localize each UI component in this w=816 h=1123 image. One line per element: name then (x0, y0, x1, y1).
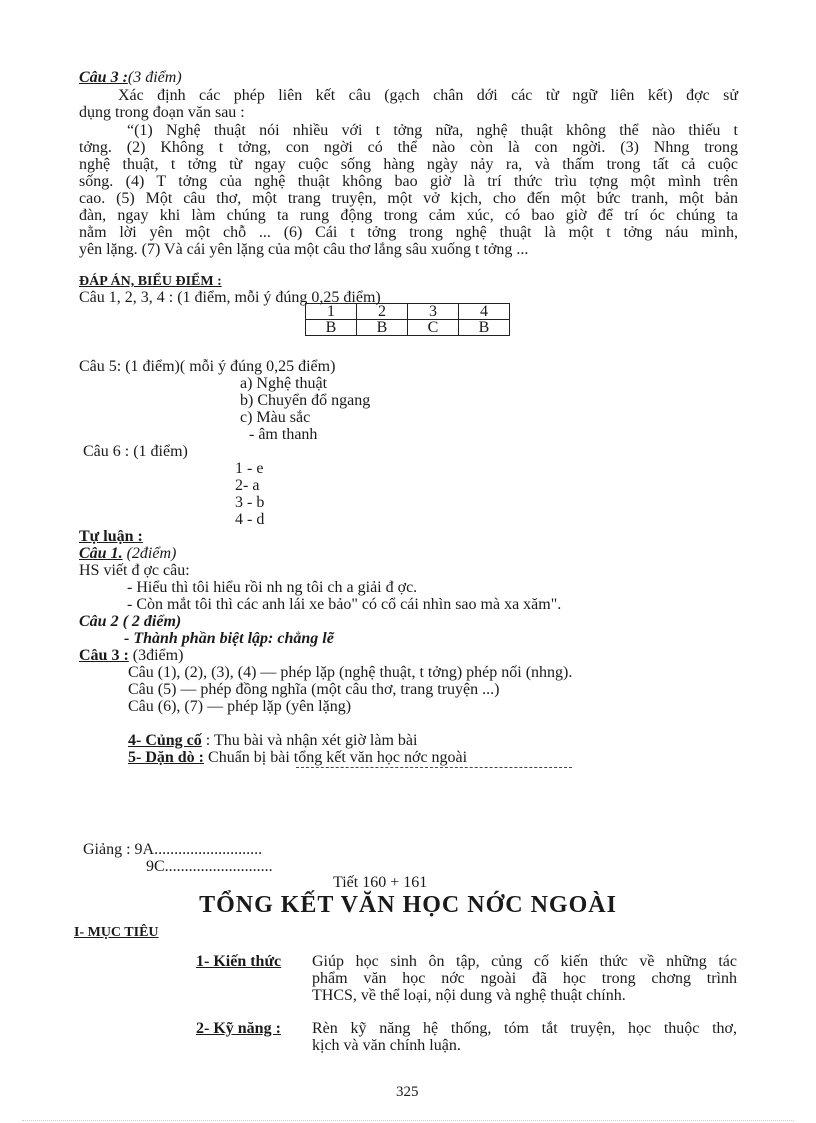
kien-thuc-line: Giúp học sinh ôn tập, củng cố kiến thức về những tác (312, 953, 737, 970)
essay-c1-label: Câu 1. (79, 545, 123, 562)
kien-thuc-last: THCS, về thể loại, nội dung và nghệ thuật chính. (312, 987, 626, 1004)
essay-c2-heading: Câu 2 ( 2 điểm) (79, 613, 182, 630)
ky-nang-label: 2- Kỹ năng : (196, 1020, 281, 1037)
essay-c3-item: Câu (6), (7) — phép lặp (yên lặng) (128, 698, 352, 715)
answer-table-cell: 2 (357, 304, 408, 320)
essay-c1-item: - Hiểu thì tôi hiểu rồi nh ng tôi ch a giải đ ợc. (127, 579, 418, 596)
lesson-tiet: Tiết 160 + 161 (333, 874, 428, 891)
q3-instr2: dụng trong đoạn văn sau : (79, 104, 245, 121)
answer-c6-item: 2- a (235, 477, 260, 494)
q3-para-line: nghệ thuật, t tởng từ ngay cuộc sống hàng ngày nảy ra, và thấm trong tất cả cuộc (79, 156, 738, 173)
essay-c3-item: Câu (1), (2), (3), (4) — phép lặp (nghệ thuật, t tởng) phép nối (nhng). (128, 664, 573, 681)
ky-nang-last: kịch và văn chính luận. (312, 1037, 461, 1054)
page-bottom-rule (22, 1120, 794, 1121)
answer-c5-item: c) Màu sắc (240, 409, 311, 426)
answer-c5: Câu 5: (1 điểm)( mỗi ý đúng 0,25 điểm) (79, 358, 336, 375)
q3-para-line: đàn, ngay khi làm chúng ta rung động trong cảm xúc, có bao giờ để trí óc chúng ta (79, 207, 738, 224)
answer-c5-item: a) Nghệ thuật (240, 375, 328, 392)
page-number: 325 (396, 1084, 419, 1100)
essay-c3-points: (3điểm) (132, 647, 184, 664)
essay-c3-heading (79, 647, 183, 664)
answer-c6-item: 4 - d (235, 511, 265, 528)
q3-para-line: “(1) Nghệ thuật nói nhiều với t tởng nữa, nghệ thuật không thể nào thiếu t (127, 122, 738, 139)
answer-table-cell: C (408, 320, 459, 336)
answer-c1234: Câu 1, 2, 3, 4 : (1 điểm, mỗi ý đúng 0,25 điểm) (79, 289, 381, 306)
page-title: TỔNG KẾT VĂN HỌC NỚC NGOÀI (199, 892, 617, 918)
kien-thuc-label: 1- Kiến thức (196, 953, 282, 970)
answer-c6: Câu 6 : (1 điểm) (83, 443, 188, 460)
closing-s4-text: : Thu bài và nhận xét giờ làm bài (205, 732, 418, 749)
answer-table-cell: B (357, 320, 408, 336)
closing-s4-label: 4- Củng cố (128, 732, 202, 749)
closing-s5-text: Chuẩn bị bài tổng kết văn học nớc ngoài (208, 749, 468, 766)
lesson-giang: Giảng : 9A........................... (83, 841, 263, 858)
q3-label: Câu 3 : (79, 69, 128, 86)
answer-table-cell: 1 (306, 304, 357, 320)
section-divider (296, 767, 572, 768)
essay-c1-heading (79, 545, 176, 562)
closing-s5-label: 5- Dặn dò : (128, 749, 205, 766)
essay-c1-intro: HS viết đ ợc câu: (79, 562, 190, 579)
answer-table-cell: 3 (408, 304, 459, 320)
essay-c1-item: - Còn mắt tôi thì các anh lái xe bảo" có cổ cái nhìn sao mà xa xăm". (127, 596, 562, 613)
q3-para-last: yên lặng. (7) Và cái yên lặng của một câu thơ lắng sâu xuống t tởng ... (79, 241, 529, 258)
lesson-9c: 9C........................... (146, 858, 273, 875)
answer-table-head-row (306, 304, 510, 320)
answer-c6-item: 1 - e (235, 460, 264, 477)
essay-heading: Tự luận : (79, 528, 143, 545)
q3-para-line: sống. (4) T tởng của nghệ thuật không bao giờ là trí thức trìu tợng một mình trên (79, 173, 738, 190)
answer-table-cell: B (459, 320, 510, 336)
answer-c5-item: - âm thanh (249, 426, 318, 443)
q3-points: (3 điểm) (127, 69, 182, 86)
answer-table-cell: 4 (459, 304, 510, 320)
essay-c3-label: Câu 3 : (79, 647, 129, 664)
ky-nang-line: Rèn kỹ năng hệ thống, tóm tắt truyện, học thuộc thơ, (312, 1020, 737, 1037)
answer-c6-item: 3 - b (235, 494, 265, 511)
answer-table-value-row (306, 320, 510, 336)
essay-c1-points: (2điểm) (126, 545, 177, 562)
essay-c3-item: Câu (5) — phép đồng nghĩa (một câu thơ, trang truyện ...) (128, 681, 500, 698)
closing-s5 (128, 749, 467, 766)
muc-tieu-heading: I- MỤC TIÊU (74, 925, 159, 940)
q3-para-line: cao. (5) Một câu thơ, một trang truyện, một vở kịch, cho đến một bức tranh, một bản (79, 190, 738, 207)
q3-para-line: tởng. (2) Không t tởng, con ngời có thể nào còn là con ngời. (3) Nhng trong (79, 139, 738, 156)
q3-para-line: nằm lời yên một chỗ ... (6) Cái t tởng trong nghệ thuật là một t tởng náu mình, (79, 224, 738, 241)
closing-s4 (128, 732, 417, 749)
answer-table (305, 303, 510, 336)
answer-c5-item: b) Chuyển đổ ngang (240, 392, 371, 409)
answer-heading: ĐÁP ÁN, BIỂU ĐIỂM : (79, 274, 222, 289)
q3-heading (79, 69, 182, 86)
kien-thuc-line: phẩm văn học nớc ngoài đã học trong chơng trình (312, 970, 737, 987)
essay-c2-item: - Thành phần biệt lập: chẳng lẽ (124, 630, 334, 647)
answer-table-cell: B (306, 320, 357, 336)
q3-instr1: Xác định các phép liên kết câu (gạch chân dới các từ ngữ liên kết) đợc sử (118, 87, 738, 104)
